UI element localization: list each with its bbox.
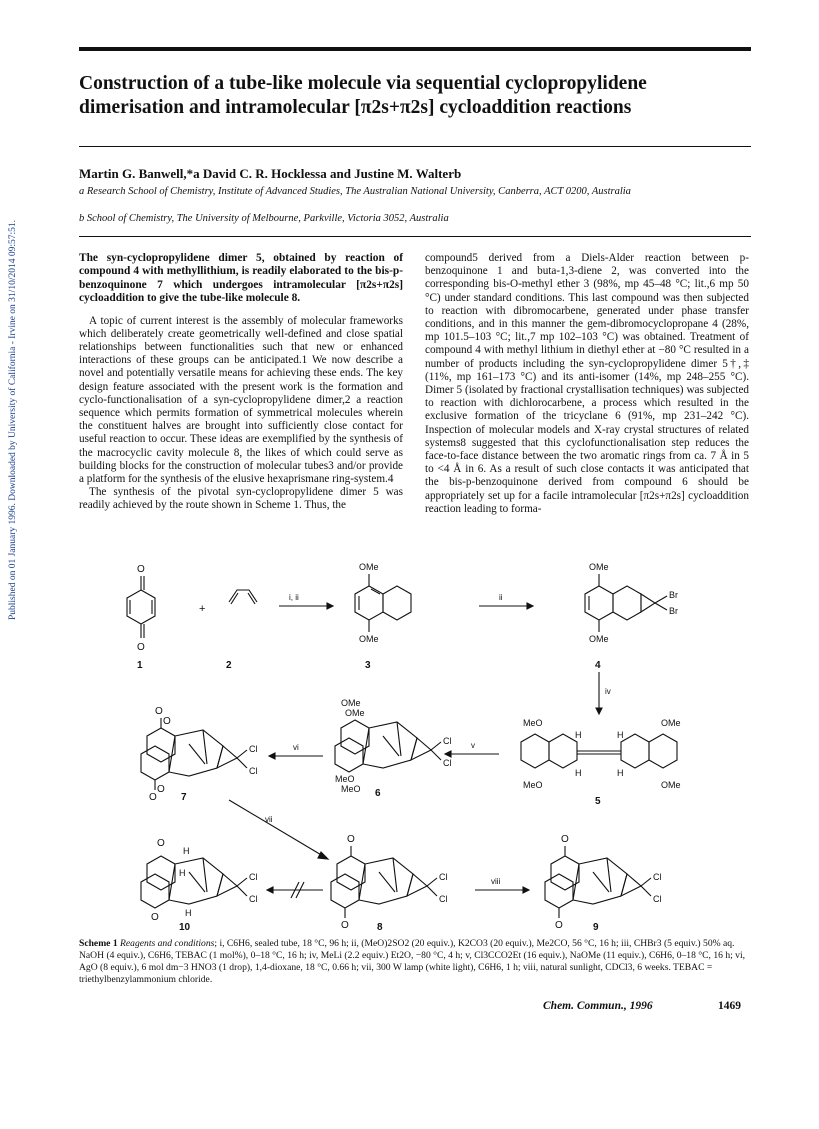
compound-4 <box>585 562 678 671</box>
caption-lead: Scheme 1 <box>79 938 118 949</box>
scheme-caption <box>79 938 751 986</box>
oxygen-label: O <box>163 716 171 727</box>
chlorine-label: Cl <box>249 744 258 754</box>
chlorine-label: Cl <box>653 894 662 904</box>
compound-number: 5 <box>595 796 601 807</box>
title-rule <box>79 146 751 147</box>
abstract: The syn-cyclopropylidene dimer 5, obtained by reaction of compound 4 with methyllithium, is readily elaborated to the bis-p-benzoquinone 7 which undergoes intramolecular [π2s+π2s] cycloaddition to give the tube-like molecule 8. <box>79 252 403 305</box>
oxygen-label: O <box>561 834 569 845</box>
compound-5 <box>521 718 681 807</box>
chlorine-label: Cl <box>439 872 448 882</box>
methoxy-label: OMe <box>359 634 379 644</box>
header-rule <box>79 236 751 237</box>
oxygen-label: O <box>155 706 163 717</box>
title-line-2: dimerisation and intramolecular [π2s+π2s] cycloaddition reactions <box>79 97 632 118</box>
oxygen-label: O <box>137 564 145 575</box>
chlorine-label: Cl <box>249 766 258 776</box>
methoxy-label: MeO <box>523 718 543 728</box>
compound-number: 9 <box>593 922 599 932</box>
compound-number: 8 <box>377 922 383 932</box>
methoxy-label: MeO <box>335 774 355 784</box>
compound-number: 3 <box>365 660 371 671</box>
compound-7 <box>141 706 258 803</box>
download-watermark <box>6 140 20 700</box>
hydrogen-label: H <box>179 868 186 878</box>
step-label: vii <box>265 815 273 824</box>
step-label: vi <box>293 743 299 752</box>
title-line-1: Construction of a tube-like molecule via sequential cyclopropylidene <box>79 73 647 94</box>
arrow-step-v <box>445 741 499 757</box>
methoxy-label: OMe <box>661 780 681 790</box>
compound-8 <box>331 834 448 932</box>
chlorine-label: Cl <box>443 758 452 768</box>
hydrogen-label: H <box>185 908 192 918</box>
chlorine-label: Cl <box>439 894 448 904</box>
compound-3 <box>355 562 411 671</box>
compound-number: 1 <box>137 660 143 671</box>
bromine-label: Br <box>669 590 678 600</box>
compound-2 <box>226 590 257 671</box>
oxygen-label: O <box>347 834 355 845</box>
methoxy-label: OMe <box>359 562 379 572</box>
reaction-scheme <box>79 560 751 932</box>
chlorine-label: Cl <box>443 736 452 746</box>
compound-9 <box>545 834 662 932</box>
plus-sign: + <box>199 603 206 615</box>
paragraph: The synthesis of the pivotal syn-cyclopropylidene dimer 5 was readily achieved by the route shown in Scheme 1. Thus, the <box>79 486 403 512</box>
compound-number: 2 <box>226 660 232 671</box>
step-label: ii <box>499 593 503 602</box>
top-rule <box>79 47 751 51</box>
compound-1 <box>127 564 155 671</box>
methoxy-label: OMe <box>341 698 361 708</box>
article-title <box>79 72 751 120</box>
caption-text: ; i, C6H6, sealed tube, 18 °C, 96 h; ii, (MeO)2SO2 (20 equiv.), K2CO3 (20 equiv.), Me2CO, 56 °C, 16 h; iii, CHBr3 (5 equiv.) 50% aq. NaOH (4 equiv.), C6H6, TEBAC (1 mol%), 0–18 °C, 16 h; iv, MeLi (2.2 equiv.) Et2O, −80 °C, 4 h; v, Cl3CCO2Et (16 equiv.), NaOMe (11 equiv.), C6H6, 0–18 °C, 16 h; vi, AgO (8 equiv.), 6 mol dm−3 HNO3 (1 drop), 1,4-dioxane, 18 °C, 0.66 h; vii, 300 W lamp (white light), C6H6, 1 h; viii, natural sunlight, CDCl3, 6 weeks. TEBAC = triethylbenzylammonium chloride. <box>79 938 746 985</box>
step-label: i, ii <box>289 593 299 602</box>
methoxy-label: OMe <box>345 708 365 718</box>
compound-number: 4 <box>595 660 601 671</box>
arrow-step-viii <box>475 877 529 893</box>
chlorine-label: Cl <box>249 872 258 882</box>
arrow-step-i-ii <box>279 593 333 609</box>
journal-footer: Chem. Commun., 1996 <box>543 1000 653 1012</box>
hydrogen-label: H <box>617 768 624 778</box>
hydrogen-label: H <box>617 730 624 740</box>
arrow-step-iii <box>479 593 533 609</box>
arrow-step-vii <box>229 800 328 859</box>
compound-number: 10 <box>179 922 191 932</box>
methoxy-label: MeO <box>523 780 543 790</box>
oxygen-label: O <box>149 792 157 803</box>
oxygen-label: O <box>151 912 159 923</box>
arrow-step-iv <box>596 672 611 714</box>
step-label: v <box>471 741 475 750</box>
methoxy-label: MeO <box>341 784 361 794</box>
compound-6 <box>335 698 452 799</box>
right-column <box>425 252 749 516</box>
oxygen-label: O <box>555 920 563 931</box>
paragraph: compound5 derived from a Diels-Alder reaction between p-benzoquinone 1 and buta-1,3-diene 2, was converted into the corresponding bis-O-methyl ether 3 (98%, mp 45–48 °C; lit.,6 mp 50 °C) under standard conditions. This last compound was then subjected to reaction with dibromocarbene, generated under phase transfer conditions, and in this manner the gem-dibromocyclopropane 4 (28%, mp 101.5–103 °C; lit.,7 mp 102–103 °C) was obtained. Treatment of compound 4 with methyl lithium in diethyl ether at −80 °C resulted in a number of products including the syn-cyclopropylidene dimer 5†,‡ (11%, mp 161–173 °C) and its anti-isomer (14%, mp 248–255 °C). Dimer 5 (isolated by fractional crystallisation techniques) was subjected to reaction with dichlorocarbene, a process which resulted in the exclusive formation of the tricyclane 6 (91%, mp 231–242 °C). Inspection of molecular models and X-ray crystal structures of related systems8 suggested that this cyclofunctionalisation step reduces the face-to-face distance between the two aromatic rings from ca. 7 Å in 5 to <4 Å in 6. As a result of such close contacts it was anticipated that the bis-p-benzoquinone derived from compound 6 should be appropriately set up for a facile intramolecular [π2s+π2s] cycloaddition reaction leading to forma- <box>425 252 749 515</box>
author-list: Martin G. Banwell,*a David C. R. Hocklessa and Justine M. Walterb <box>79 166 462 181</box>
blocked-arrow <box>267 882 323 898</box>
oxygen-label: O <box>157 838 165 849</box>
page-number: 1469 <box>718 1000 741 1012</box>
compound-number: 6 <box>375 788 381 799</box>
step-label: iv <box>605 687 611 696</box>
compound-number: 7 <box>181 792 187 803</box>
hydrogen-label: H <box>575 768 582 778</box>
chlorine-label: Cl <box>653 872 662 882</box>
caption-italic: Reagents and conditions <box>120 938 215 949</box>
compound-10 <box>141 838 258 932</box>
arrow-step-vi <box>269 743 323 759</box>
left-column <box>79 252 403 513</box>
oxygen-label: O <box>137 642 145 653</box>
methoxy-label: OMe <box>589 562 609 572</box>
download-note: Published on 01 January 1996. Downloaded by University of California - Irvine on 31/10/2014 09:57:51. <box>8 219 18 621</box>
step-label: viii <box>491 877 501 886</box>
methoxy-label: OMe <box>589 634 609 644</box>
oxygen-label: O <box>341 920 349 931</box>
affiliation-b: b School of Chemistry, The University of Melbourne, Parkville, Victoria 3052, Australia <box>79 213 449 224</box>
hydrogen-label: H <box>575 730 582 740</box>
bromine-label: Br <box>669 606 678 616</box>
methoxy-label: OMe <box>661 718 681 728</box>
chlorine-label: Cl <box>249 894 258 904</box>
oxygen-label: O <box>157 784 165 795</box>
hydrogen-label: H <box>183 846 190 856</box>
affiliation-a: a Research School of Chemistry, Institute of Advanced Studies, The Australian National University, Canberra, ACT 0200, Australia <box>79 186 631 197</box>
paragraph: A topic of current interest is the assembly of molecular frameworks which deliberately create geometrically well-defined and close spatial relationships between functionalities such that new or enhanced interactions of these groups can be anticipated.1 We now describe a novel and potentially versatile means for achieving these ends. The key design feature associated with the present work is the formation and cyclo-functionalisation of a syn-cyclopropylidene dimer,2 a reaction sequence which permits formation of symmetrical molecules wherein the constituent halves are brought into sufficiently close contact for useful reaction to occur. These ideas are exemplified by the synthesis of the macrocyclic cavity molecule 8, the likes of which could serve as building blocks for the construction of molecular tubes3 and/or provide a platform for the synthesis of the elusive hexaprismane ring-system.4 <box>79 314 403 486</box>
